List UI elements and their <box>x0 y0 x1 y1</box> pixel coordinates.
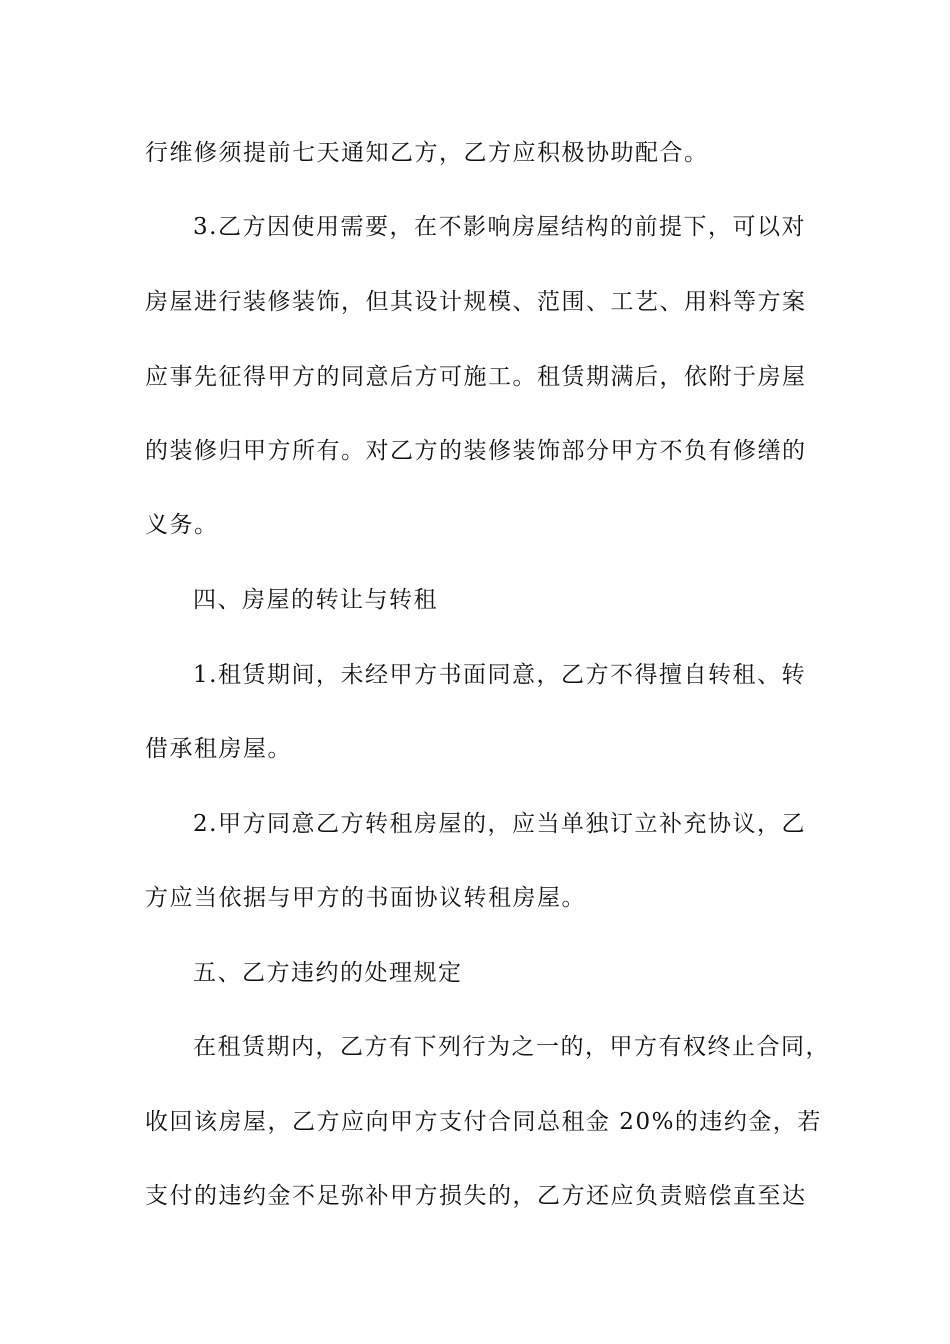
section-heading: 四、房屋的转让与转租 <box>193 587 438 613</box>
section-heading: 五、乙方违约的处理规定 <box>193 960 463 986</box>
text-line: 借承租房屋。 <box>145 736 292 762</box>
text-line: 应事先征得甲方的同意后方可施工。租赁期满后，依附于房屋 <box>145 364 807 390</box>
text-line: 在租赁期内，乙方有下列行为之一的，甲方有权终止合同， <box>193 1034 830 1060</box>
text-line: 2.甲方同意乙方转租房屋的，应当单独订立补充协议，乙 <box>193 811 806 837</box>
text-line: 房屋进行装修装饰，但其设计规模、范围、工艺、用料等方案 <box>145 289 807 315</box>
text-line: 的装修归甲方所有。对乙方的装修装饰部分甲方不负有修缮的 <box>145 438 807 464</box>
text-line: 义务。 <box>145 512 219 538</box>
text-line: 1.租赁期间，未经甲方书面同意，乙方不得擅自转租、转 <box>193 662 806 688</box>
text-line: 方应当依据与甲方的书面协议转租房屋。 <box>145 885 586 911</box>
text-line: 行维修须提前七天通知乙方，乙方应积极协助配合。 <box>145 140 709 166</box>
text-line: 3.乙方因使用需要，在不影响房屋结构的前提下，可以对 <box>193 214 806 240</box>
text-line: 收回该房屋，乙方应向甲方支付合同总租金 20%的违约金，若 <box>145 1109 822 1135</box>
text-line: 支付的违约金不足弥补甲方损失的，乙方还应负责赔偿直至达 <box>145 1183 807 1209</box>
